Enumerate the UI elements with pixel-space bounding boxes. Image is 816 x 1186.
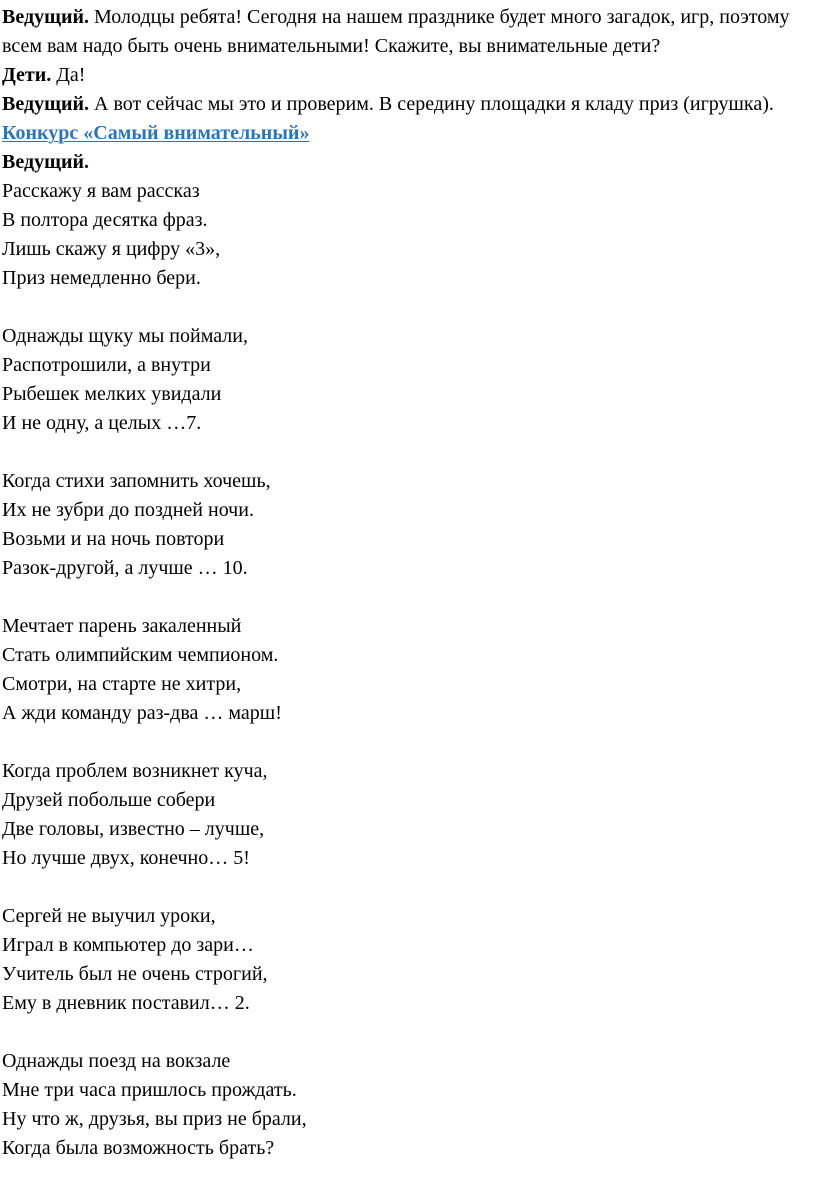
dialogue-text: Молодцы ребята! Сегодня на нашем празднике будет много загадок, игр, поэтому всем вам надо быть очень внимательными! Скажите, вы внимательные дети? [2,6,790,57]
poem-stanza [2,1047,802,1163]
poem-line: И не одну, а целых …7. [2,412,202,434]
host-label-paragraph [2,148,802,177]
poem-line: Мечтает парень закаленный [2,615,242,637]
poem-line: В полтора десятка фраз. [2,209,208,231]
poem-line: Распотрошили, а внутри [2,354,211,376]
poem-line: Сергей не выучил уроки, [2,905,216,927]
stanza-spacer [2,438,802,467]
poem-line: Однажды щуку мы поймали, [2,325,248,347]
poem-stanza [2,902,802,1018]
poem-line: Ему в дневник поставил… 2. [2,992,250,1014]
poem-line: Расскажу я вам рассказ [2,180,200,202]
stanza-spacer [2,1018,802,1047]
poem-line: Однажды поезд на вокзале [2,1050,231,1072]
speaker-label: Дети. [2,64,52,86]
poem [2,177,802,1163]
contest-heading-link[interactable]: Конкурс «Самый внимательный» [2,122,310,144]
contest-heading [2,119,802,148]
poem-line: Смотри, на старте не хитри, [2,673,242,695]
poem-stanza [2,467,802,583]
dialogue-paragraph [2,3,802,61]
dialogue-paragraph [2,61,802,90]
poem-line: Лишь скажу я цифру «3», [2,238,221,260]
poem-stanza [2,612,802,728]
poem-line: Разок-другой, а лучше … 10. [2,557,248,579]
poem-line: Но лучше двух, конечно… 5! [2,847,250,869]
poem-stanza [2,177,802,293]
dialogue-text: А вот сейчас мы это и проверим. В середину площадки я кладу приз (игрушка). [89,93,774,115]
poem-line: Ну что ж, друзья, вы приз не брали, [2,1108,307,1130]
poem-line: Играл в компьютер до зари… [2,934,254,956]
stanza-spacer [2,728,802,757]
poem-line: Мне три часа пришлось прождать. [2,1079,297,1101]
speaker-label: Ведущий. [2,151,90,173]
stanza-spacer [2,873,802,902]
poem-stanza [2,757,802,873]
speaker-label: Ведущий. [2,93,90,115]
dialogue-text: Да! [51,64,86,86]
poem-stanza [2,322,802,438]
speaker-label: Ведущий. [2,6,90,28]
poem-line: Когда стихи запомнить хочешь, [2,470,271,492]
poem-line: Когда была возможность брать? [2,1137,275,1159]
stanza-spacer [2,293,802,322]
dialogue-paragraph [2,90,802,119]
poem-line: Стать олимпийским чемпионом. [2,644,279,666]
stanza-spacer [2,583,802,612]
document-body [2,3,802,1163]
poem-line: Рыбешек мелких увидали [2,383,222,405]
poem-line: Приз немедленно бери. [2,267,201,289]
poem-line: Возьми и на ночь повтори [2,528,225,550]
poem-line: А жди команду раз-два … марш! [2,702,282,724]
poem-line: Две головы, известно – лучше, [2,818,265,840]
poem-line: Учитель был не очень строгий, [2,963,268,985]
poem-line: Когда проблем возникнет куча, [2,760,268,782]
poem-line: Друзей побольше собери [2,789,216,811]
poem-line: Их не зубри до поздней ночи. [2,499,254,521]
